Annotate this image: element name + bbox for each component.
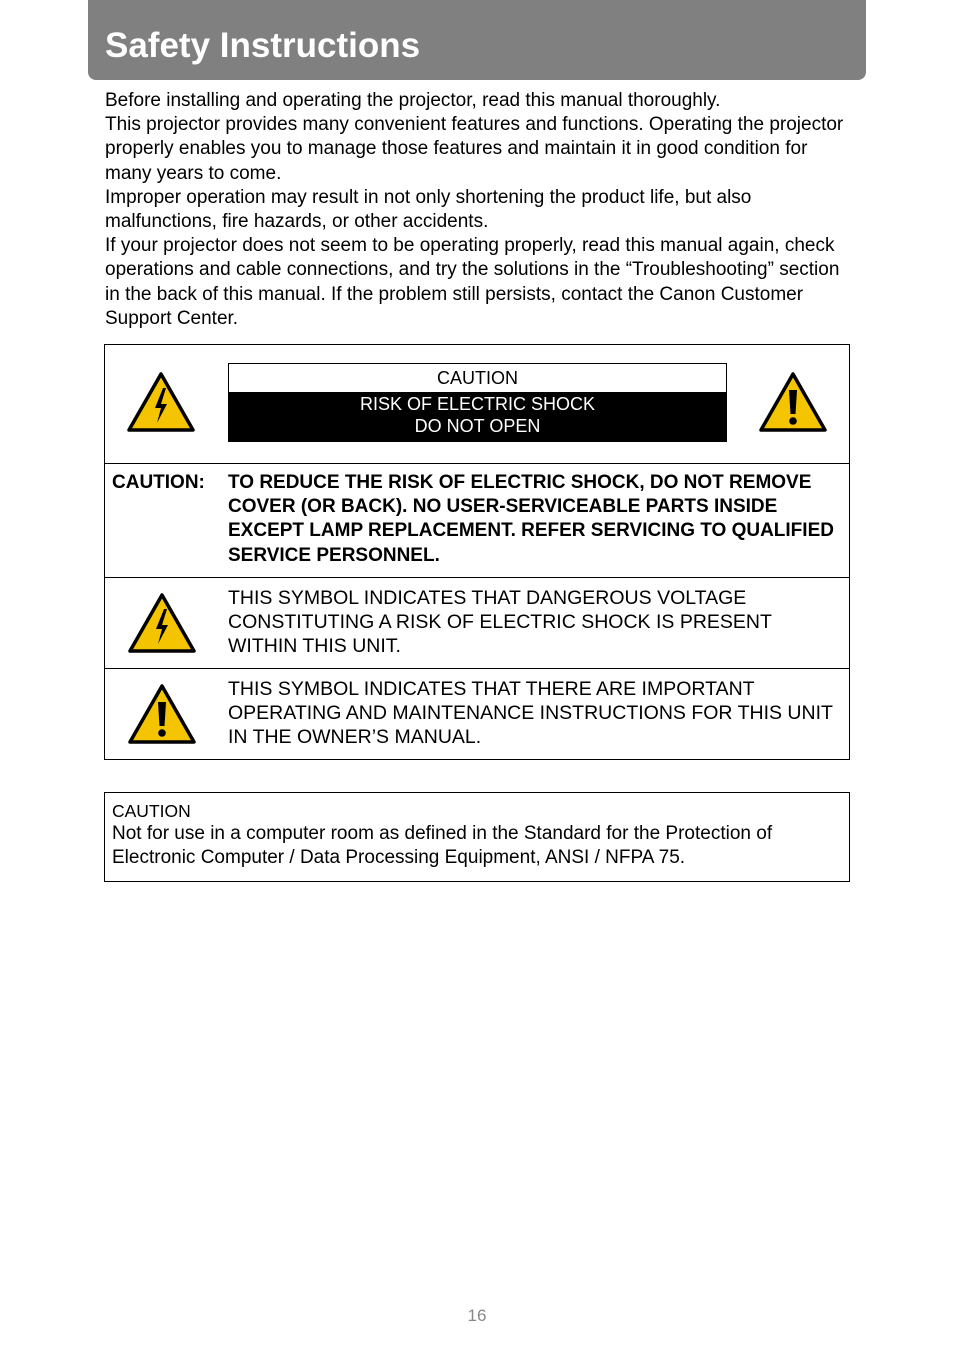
label-caution-heading: CAUTION (229, 364, 726, 393)
electric-shock-warning-icon (127, 592, 197, 654)
caution-label: CAUTION: (112, 472, 205, 493)
exclamation-symbol-text: THIS SYMBOL INDICATES THAT THERE ARE IMPORTANT OPERATING AND MAINTENANCE INSTRUCTIONS FOR THIS UNIT IN THE OWNER’S MANUAL. (228, 678, 833, 749)
voltage-symbol-text: THIS SYMBOL INDICATES THAT DANGEROUS VOLTAGE CONSTITUTING A RISK OF ELECTRIC SHOCK IS PRESENT WITHIN THIS UNIT. (228, 587, 772, 658)
warning-label-row (105, 345, 849, 464)
page-title: Safety Instructions (105, 26, 421, 65)
intro-paragraph: Improper operation may result in not only shortening the product life, but also malfunctions, fire hazards, or other accidents. (105, 186, 752, 233)
caution-box-title: CAUTION (112, 801, 191, 821)
caution-text: TO REDUCE THE RISK OF ELECTRIC SHOCK, DO NOT REMOVE COVER (OR BACK). NO USER-SERVICEABLE PARTS INSIDE EXCEPT LAMP REPLACEMENT. REFER SERVICING TO QUALIFIED SERVICE PERSONNEL. (228, 472, 834, 566)
voltage-symbol-row (105, 578, 849, 669)
electric-shock-warning-icon (126, 371, 196, 433)
label-shock-warning (228, 392, 727, 442)
label-line: DO NOT OPEN (414, 416, 541, 436)
intro-paragraph: Before installing and operating the projector, read this manual thoroughly. (105, 90, 721, 111)
caution-label-plate (228, 363, 727, 442)
page-header (88, 0, 866, 80)
caution-box-text: Not for use in a computer room as defined in the Standard for the Protection of Electronic Computer / Data Processing Equipment, ANSI / NFPA 75. (112, 823, 773, 869)
warning-table (104, 344, 850, 760)
caution-statement-row (105, 464, 849, 578)
page-number: 16 (467, 1306, 487, 1325)
exclamation-warning-icon (758, 371, 828, 433)
label-line: RISK OF ELECTRIC SHOCK (359, 394, 596, 414)
intro-text (105, 89, 845, 331)
intro-paragraph: This projector provides many convenient features and functions. Operating the projector properly enables you to manage those features and maintain it in good condition for many years to come. (105, 114, 844, 184)
intro-paragraph: If your projector does not seem to be operating properly, read this manual again, check operations and cable connections, and try the solutions in the “Troubleshooting” section in the back of this manual. If the problem still persists, contact the Canon Customer Support Center. (105, 235, 840, 329)
exclamation-symbol-row (105, 669, 849, 759)
exclamation-warning-icon (127, 683, 197, 745)
computer-room-caution-box (104, 792, 850, 882)
